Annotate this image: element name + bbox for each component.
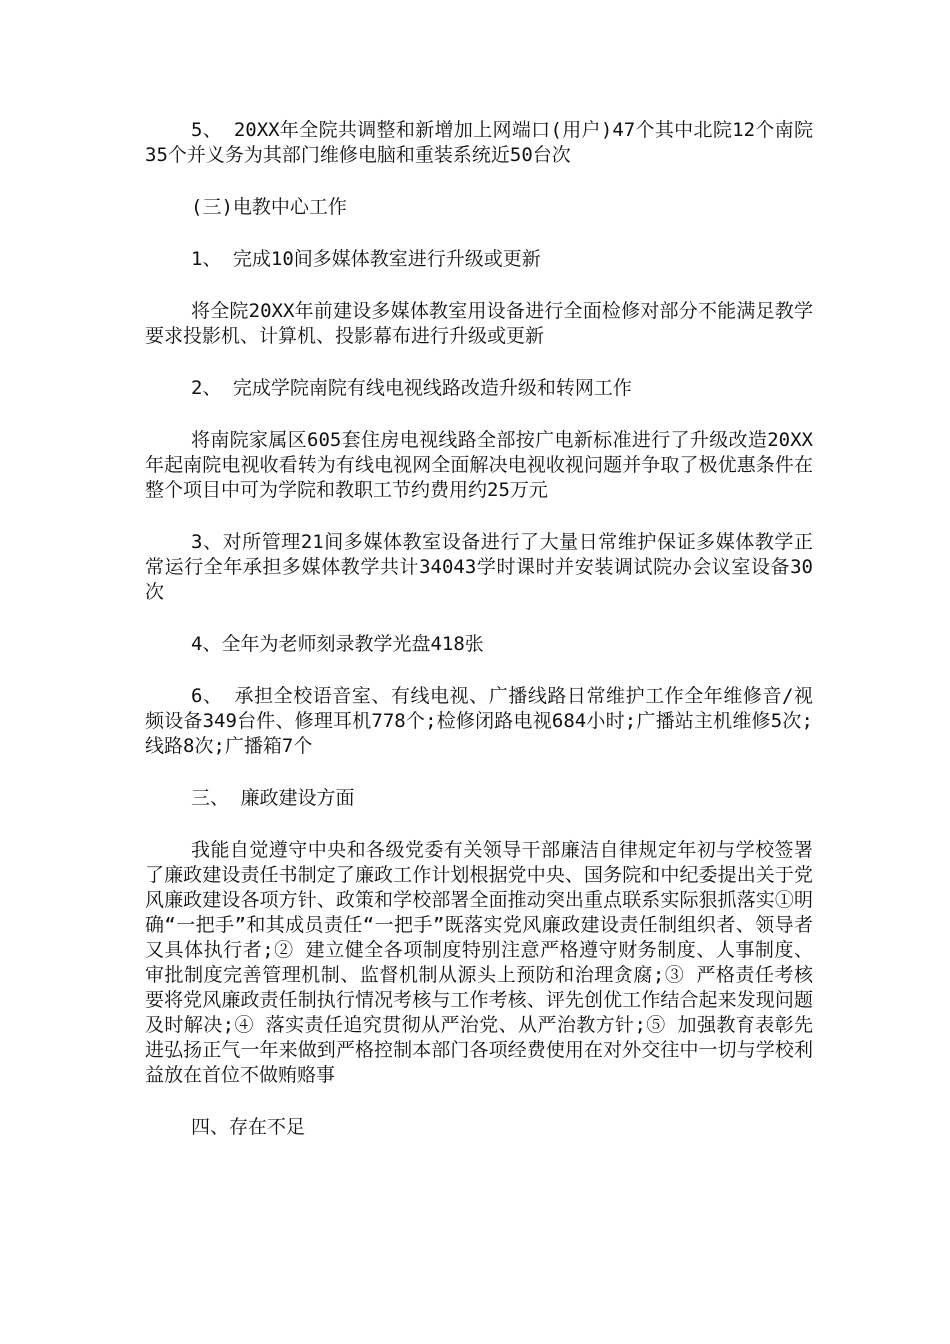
heading-av-center-work: (三)电教中心工作 xyxy=(191,196,347,218)
paragraph-network-ports: 5、 20XX年全院共调整和新增加上网端口(用户)47个其中北院12个南院35个并义务为其部门维修电脑和重装系统近50台次 xyxy=(145,119,813,166)
paragraph-item-1-title: 1、 完成10间多媒体教室进行升级或更新 xyxy=(191,248,541,270)
document-body xyxy=(145,118,813,1140)
paragraph-item-2-title: 2、 完成学院南院有线电视线路改造升级和转网工作 xyxy=(191,377,632,399)
paragraph-item-3: 3、对所管理21间多媒体教室设备进行了大量日常维护保证多媒体教学正常运行全年承担多媒体教学共计34043学时课时并安装调试院办会议室设备30次 xyxy=(145,531,813,603)
heading-integrity-building: 三、 廉政建设方面 xyxy=(191,787,355,809)
paragraph-item-6: 6、 承担全校语音室、有线电视、广播线路日常维护工作全年维修音/视频设备349台件、修理耳机778个;检修闭路电视684小时;广播站主机维修5次;线路8次;广播箱7个 xyxy=(145,685,813,757)
paragraph-integrity-body: 我能自觉遵守中央和各级党委有关领导干部廉洁自律规定年初与学校签署了廉政建设责任书制定了廉政工作计划根据党中央、国务院和中纪委提出关于党风廉政建设各项方针、政策和学校部署全面推动突出重点联系实际狠抓落实①明确“一把手”和其成员责任“一把手”既落实党风廉政建设责任制组织者、领导者又具体执行者;② 建立健全各项制度特别注意严格遵守财务制度、人事制度、审批制度完善管理机制、监督机制从源头上预防和治理贪腐;③ 严格责任考核要将党风廉政责任制执行情况考核与工作考核、评先创优工作结合起来发现问题及时解决;④ 落实责任追究贯彻从严治党、从严治教方针;⑤ 加强教育表彰先进弘扬正气一年来做到严格控制本部门各项经费使用在对外交往中一切与学校利益放在首位不做贿赂事 xyxy=(145,839,813,1086)
heading-shortcomings: 四、存在不足 xyxy=(191,1116,306,1138)
paragraph-item-1-body: 将全院20XX年前建设多媒体教室用设备进行全面检修对部分不能满足教学要求投影机、计算机、投影幕布进行升级或更新 xyxy=(145,300,813,347)
paragraph-item-2-body: 将南院家属区605套住房电视线路全部按广电新标准进行了升级改造20XX年起南院电视收看转为有线电视网全面解决电视收视问题并争取了极优惠条件在整个项目中可为学院和教职工节约费用约25万元 xyxy=(145,429,813,501)
paragraph-item-4: 4、全年为老师刻录教学光盘418张 xyxy=(191,633,484,655)
